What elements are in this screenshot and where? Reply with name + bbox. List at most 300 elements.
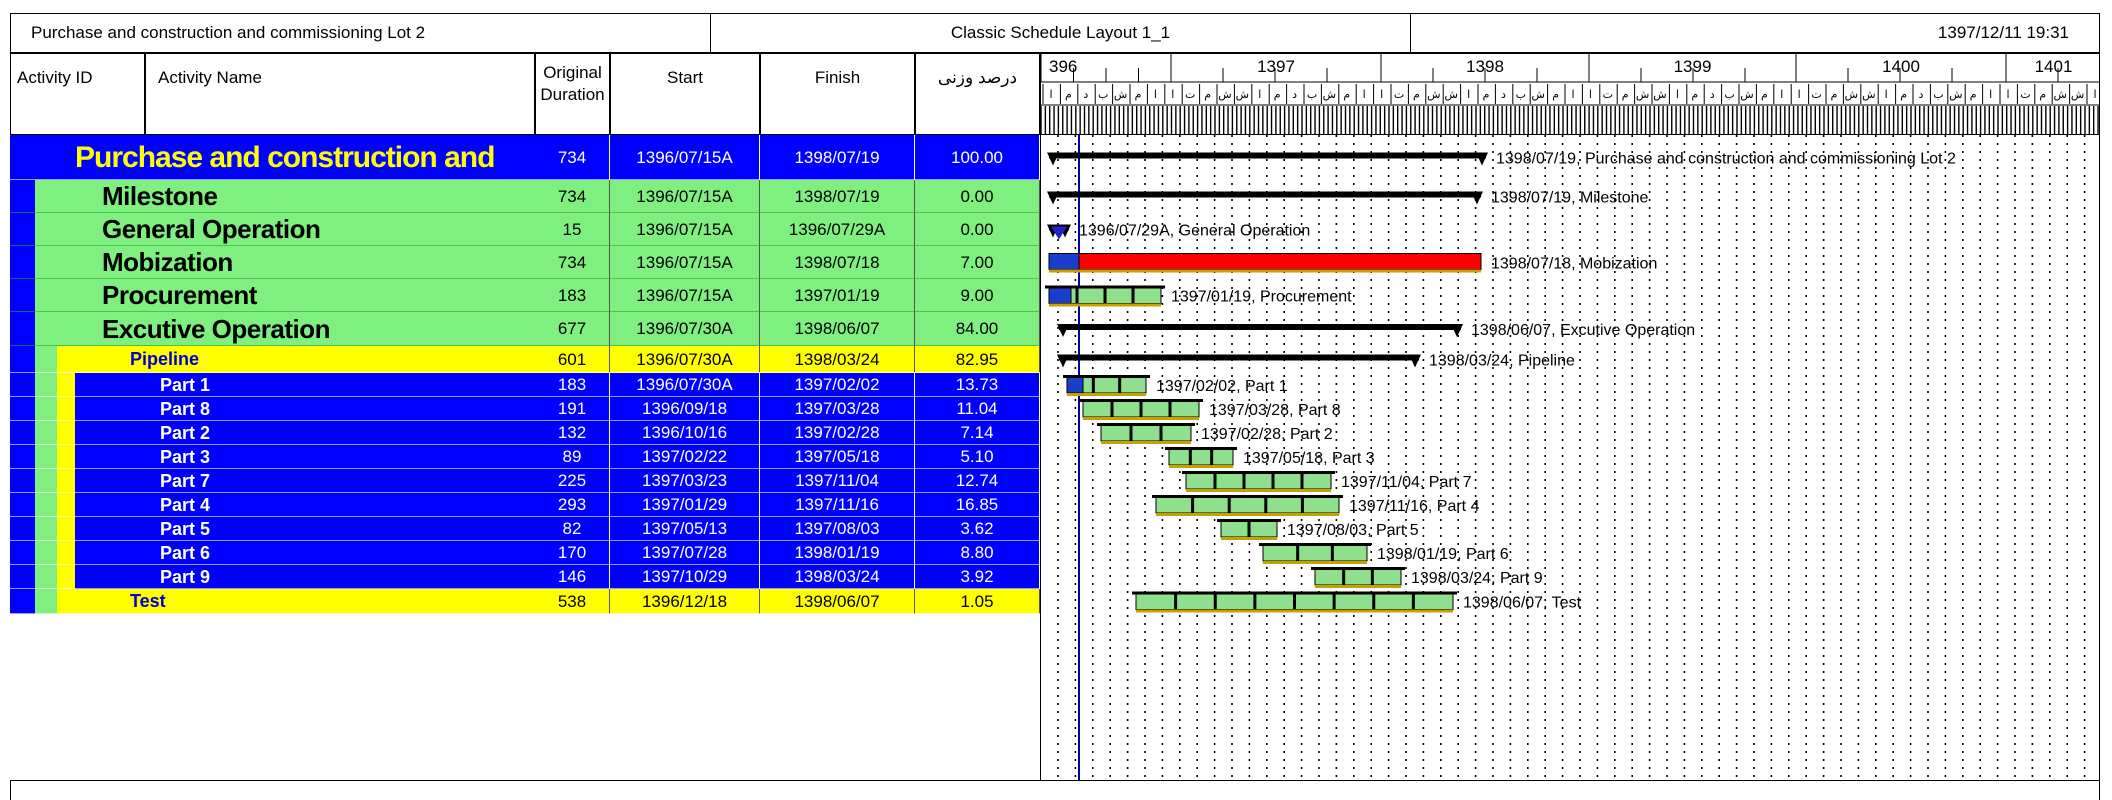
month-label: ب: [1515, 88, 1526, 101]
row-band: [10, 517, 35, 541]
percent-complete-cell[interactable]: 100.00: [915, 135, 1040, 180]
month-label: م: [1552, 88, 1560, 101]
baseline-bar: [1263, 561, 1367, 564]
bar-label: 1397/11/04, Part 7: [1341, 474, 1472, 491]
month-label: ش: [1653, 88, 1667, 101]
footer-left-border: [10, 780, 11, 800]
duration-cell[interactable]: 734: [535, 135, 610, 180]
month-label: م: [1691, 88, 1699, 101]
row-band: [57, 517, 75, 541]
percent-complete-cell[interactable]: 13.73: [915, 373, 1040, 397]
month-label: ش: [1862, 88, 1876, 101]
duration-cell[interactable]: 183: [535, 279, 610, 312]
month-label: م: [1621, 88, 1629, 101]
table-row[interactable]: [10, 421, 1040, 445]
month-label: ش: [2053, 88, 2067, 101]
gantt-bar[interactable]: [1259, 543, 1509, 564]
duration-cell[interactable]: 191: [535, 397, 610, 421]
duration-cell[interactable]: 601: [535, 346, 610, 373]
month-label: ش: [2070, 88, 2085, 101]
month-label: ش: [1635, 88, 1650, 101]
duration-cell[interactable]: 82: [535, 517, 610, 541]
start-date-cell[interactable]: 1397/01/29: [610, 493, 760, 517]
gantt-bar[interactable]: [1132, 592, 1582, 613]
finish-date-cell[interactable]: 1396/07/29A: [760, 213, 915, 246]
percent-complete-cell[interactable]: 1.05: [915, 589, 1040, 614]
bar-label: 1398/07/19, Purchase and construction and commissioning Lot 2: [1496, 150, 1956, 168]
month-label: م: [1760, 88, 1768, 101]
row-band: [35, 469, 57, 493]
finish-date-cell[interactable]: 1398/03/24: [760, 346, 915, 373]
row-band: [10, 445, 35, 469]
start-date-cell[interactable]: 1396/10/16: [610, 421, 760, 445]
table-row[interactable]: [10, 279, 1040, 312]
start-date-cell[interactable]: 1396/07/15A: [610, 279, 760, 312]
month-label: د: [1709, 88, 1715, 101]
month-label: ش: [1113, 88, 1128, 101]
row-band: [57, 469, 75, 493]
activity-bar: [1263, 545, 1367, 561]
finish-date-cell[interactable]: 1397/05/18: [760, 445, 915, 469]
duration-cell[interactable]: 734: [535, 180, 610, 213]
month-label: ا: [1588, 88, 1592, 101]
month-label: ا: [1780, 88, 1784, 101]
gantt-bar[interactable]: [1311, 567, 1543, 588]
month-label: ا: [1989, 88, 1993, 101]
row-band: [57, 541, 75, 565]
row-band: [10, 421, 35, 445]
gantt-bar[interactable]: [1217, 519, 1419, 540]
month-label: د: [1083, 88, 1089, 101]
title-bar: [10, 13, 2100, 53]
bar-cap: [1152, 495, 1343, 498]
row-band: [10, 346, 35, 373]
bar-label: 1396/07/29A, General Operation: [1079, 222, 1311, 240]
gantt-canvas: [1041, 135, 2100, 780]
table-row[interactable]: [10, 213, 1040, 246]
finish-date-cell[interactable]: 1398/07/19: [760, 135, 915, 180]
bar-end-marker: [1476, 153, 1488, 166]
month-label: م: [1064, 88, 1072, 101]
start-date-cell[interactable]: 1396/07/15A: [610, 246, 760, 279]
year-label: 1401: [2034, 57, 2073, 76]
percent-complete-cell[interactable]: 3.62: [915, 517, 1040, 541]
year-label: 1399: [1673, 57, 1712, 76]
print-datetime: 1397/12/11 19:31: [1937, 23, 2069, 42]
start-date-cell[interactable]: 1396/09/18: [610, 397, 760, 421]
month-label: م: [1273, 88, 1281, 101]
month-label: ش: [1444, 88, 1458, 101]
month-label: ا: [1258, 88, 1262, 101]
month-label: م: [1412, 88, 1420, 101]
finish-date-cell[interactable]: 1397/02/28: [760, 421, 915, 445]
table-row[interactable]: [10, 346, 1040, 373]
gantt-bar[interactable]: [1049, 254, 1657, 273]
month-label: ش: [1218, 88, 1232, 101]
row-band: [10, 246, 35, 279]
duration-cell[interactable]: 677: [535, 312, 610, 346]
year-label: 1398: [1466, 57, 1504, 76]
month-label: ا: [1380, 88, 1384, 101]
column-header-original-duration[interactable]: Original Duration: [535, 53, 610, 135]
start-date-cell[interactable]: 1396/07/30A: [610, 373, 760, 397]
table-row[interactable]: [10, 180, 1040, 213]
baseline-bar: [1315, 585, 1401, 588]
bar-label: 1398/01/19, Part 6: [1377, 546, 1509, 563]
month-label: ش: [1322, 88, 1337, 101]
column-header-activity-id[interactable]: Activity ID: [10, 53, 145, 135]
percent-complete-cell[interactable]: 7.14: [915, 421, 1040, 445]
bar-cap: [1132, 592, 1457, 595]
gantt-bar[interactable]: [1057, 353, 1575, 370]
gantt-bar[interactable]: [1047, 190, 1649, 207]
activity-bar: [1169, 449, 1233, 465]
duration-cell[interactable]: 734: [535, 246, 610, 279]
activity-name: Purchase and construction and: [75, 140, 495, 174]
finish-date-cell[interactable]: 1397/08/03: [760, 517, 915, 541]
bar-label: 1398/06/07, Test: [1463, 594, 1582, 612]
finish-date-cell[interactable]: 1397/01/19: [760, 279, 915, 312]
table-row[interactable]: [10, 246, 1040, 279]
row-band: [10, 541, 35, 565]
row-band: [35, 373, 57, 397]
month-label: ا: [2006, 88, 2010, 101]
month-label: م: [1204, 88, 1212, 101]
bar-label: 1398/03/24, Pipeline: [1429, 352, 1575, 370]
month-label: ا: [1797, 88, 1801, 101]
row-band: [10, 180, 35, 213]
activity-name: Procurement: [102, 280, 257, 310]
table-row[interactable]: [10, 373, 1040, 397]
bar-cap: [1045, 286, 1165, 289]
start-date-cell[interactable]: 1396/07/30A: [610, 312, 760, 346]
month-label: د: [1500, 88, 1506, 101]
baseline-bar: [1156, 513, 1339, 516]
duration-cell[interactable]: 170: [535, 541, 610, 565]
activity-name: General Operation: [102, 214, 321, 244]
gantt-bar[interactable]: [1152, 495, 1480, 516]
start-date-cell[interactable]: 1396/07/15A: [610, 213, 760, 246]
start-date-cell[interactable]: 1397/10/29: [610, 565, 760, 589]
row-band: [57, 445, 75, 469]
progress-bar: [1049, 254, 1079, 270]
year-label: 1397: [1257, 57, 1295, 76]
month-label: د: [1292, 88, 1298, 101]
baseline-bar: [1169, 465, 1233, 468]
month-label: ت: [1602, 88, 1613, 101]
bar-label: 1397/02/02, Part 1: [1156, 378, 1288, 395]
row-band: [57, 493, 75, 517]
bar-start-marker: [1057, 355, 1069, 368]
progress-bar: [1067, 377, 1083, 393]
month-label: ا: [1362, 88, 1366, 101]
start-date-cell[interactable]: 1397/07/28: [610, 541, 760, 565]
duration-cell[interactable]: 225: [535, 469, 610, 493]
start-date-cell[interactable]: 1396/07/15A: [610, 180, 760, 213]
month-label: ش: [1949, 88, 1963, 101]
month-label: م: [1134, 88, 1142, 101]
baseline-bar: [1221, 537, 1277, 540]
activity-name: Part 3: [160, 446, 211, 467]
finish-date-cell[interactable]: 1397/02/02: [760, 373, 915, 397]
summary-bar: [1059, 324, 1461, 330]
row-band: [57, 397, 75, 421]
finish-date-cell[interactable]: 1397/11/16: [760, 493, 915, 517]
gantt-bar[interactable]: [1047, 151, 1956, 168]
baseline-bar: [1067, 393, 1146, 396]
bar-start-marker: [1057, 324, 1069, 337]
month-label: ش: [1740, 88, 1754, 101]
bar-end-marker: [1471, 192, 1483, 205]
table-row[interactable]: [10, 135, 1040, 180]
timeline-scale: [1041, 54, 2100, 135]
baseline-bar: [1136, 610, 1453, 613]
project-title: Purchase and construction and commissioning Lot 2: [11, 14, 711, 52]
bar-cap: [1217, 519, 1281, 522]
baseline-bar: [1186, 489, 1331, 492]
timeline-header: [1040, 53, 2100, 135]
percent-complete-cell[interactable]: 5.10: [915, 445, 1040, 469]
bar-label: 1397/05/18, Part 3: [1243, 450, 1375, 467]
month-label: م: [1969, 88, 1977, 101]
month-label: ش: [1235, 88, 1250, 101]
finish-date-cell[interactable]: 1397/03/28: [760, 397, 915, 421]
row-band: [10, 397, 35, 421]
finish-date-cell[interactable]: 1398/06/07: [760, 589, 915, 614]
table-row[interactable]: [10, 397, 1040, 421]
baseline-bar: [1101, 441, 1191, 444]
bar-label: 1397/02/28, Part 2: [1201, 426, 1333, 443]
month-label: ا: [1153, 88, 1157, 101]
gantt-bar[interactable]: [1079, 399, 1341, 420]
percent-complete-cell[interactable]: 8.80: [915, 541, 1040, 565]
row-band: [35, 493, 57, 517]
table-row[interactable]: [10, 493, 1040, 517]
duration-cell[interactable]: 132: [535, 421, 610, 445]
table-row[interactable]: [10, 541, 1040, 565]
month-label: ش: [1531, 88, 1545, 101]
row-band: [10, 589, 35, 614]
row-band: [10, 493, 35, 517]
row-band: [10, 312, 35, 346]
month-label: م: [1482, 88, 1490, 101]
progress-bar: [1049, 288, 1071, 304]
bar-cap: [1063, 375, 1150, 378]
start-date-cell[interactable]: 1397/05/13: [610, 517, 760, 541]
duration-cell[interactable]: 293: [535, 493, 610, 517]
row-band: [57, 421, 75, 445]
activity-name: Part 6: [160, 542, 211, 563]
bar-cap: [1182, 471, 1335, 474]
percent-complete-cell[interactable]: 82.95: [915, 346, 1040, 373]
baseline-bar: [1049, 304, 1161, 307]
activity-name: Part 9: [160, 566, 211, 587]
year-label: 1400: [1882, 57, 1920, 76]
summary-bar: [1059, 355, 1419, 361]
start-date-cell[interactable]: 1396/07/15A: [610, 135, 760, 180]
duration-cell[interactable]: 183: [535, 373, 610, 397]
row-band: [35, 445, 57, 469]
month-label: م: [1900, 88, 1908, 101]
percent-complete-cell[interactable]: 9.00: [915, 279, 1040, 312]
row-band: [10, 213, 35, 246]
activity-bar: [1186, 473, 1331, 489]
baseline-bar: [1083, 417, 1199, 420]
month-label: ت: [1393, 88, 1405, 101]
finish-date-cell[interactable]: 1398/03/24: [760, 565, 915, 589]
table-row[interactable]: [10, 445, 1040, 469]
row-band: [10, 373, 35, 397]
column-header-percent[interactable]: درصد وزنی: [915, 53, 1040, 135]
percent-complete-cell[interactable]: 16.85: [915, 493, 1040, 517]
percent-complete-cell[interactable]: 7.00: [915, 246, 1040, 279]
gantt-bar[interactable]: [1182, 471, 1472, 492]
start-date-cell[interactable]: 1397/02/22: [610, 445, 760, 469]
row-band: [35, 421, 57, 445]
duration-cell[interactable]: 89: [535, 445, 610, 469]
finish-date-cell[interactable]: 1397/11/04: [760, 469, 915, 493]
row-divider: [10, 613, 1040, 614]
activity-name: Part 2: [160, 422, 211, 443]
bar-label: 1398/06/07, Excutive Operation: [1471, 322, 1696, 339]
month-label: م: [1830, 88, 1838, 101]
summary-bar: [1049, 192, 1481, 198]
activity-name: Part 4: [160, 494, 211, 515]
row-band: [35, 517, 57, 541]
row-band: [57, 373, 75, 397]
percent-complete-cell[interactable]: 84.00: [915, 312, 1040, 346]
activity-name: Part 8: [160, 398, 211, 419]
bar-cap: [1311, 567, 1405, 570]
layout-name[interactable]: Classic Schedule Layout 1_1: [711, 14, 1411, 52]
finish-date-cell[interactable]: 1398/06/07: [760, 312, 915, 346]
row-band: [35, 589, 57, 614]
month-label: ا: [1467, 88, 1471, 101]
row-band: [35, 346, 57, 373]
bar-end-marker: [1451, 324, 1463, 337]
month-label: م: [2039, 88, 2047, 101]
month-label: ب: [1098, 88, 1109, 101]
gantt-bar[interactable]: [1045, 286, 1352, 307]
month-label: ت: [1811, 88, 1822, 101]
bar-cap: [1165, 447, 1237, 450]
duration-cell[interactable]: 538: [535, 589, 610, 614]
table-row[interactable]: [10, 517, 1040, 541]
table-row[interactable]: [10, 312, 1040, 346]
month-label: ب: [1933, 88, 1944, 101]
month-label: ا: [2093, 88, 2097, 101]
table-row[interactable]: [10, 565, 1040, 589]
bar-end-marker: [1409, 355, 1421, 368]
year-label: 396: [1049, 57, 1078, 76]
baseline-bar: [1049, 270, 1481, 273]
bar-cap: [1097, 423, 1195, 426]
gantt-bar[interactable]: [1165, 447, 1375, 468]
duration-cell[interactable]: 15: [535, 213, 610, 246]
bar-label: 1397/01/19, Procurement: [1171, 288, 1352, 306]
percent-complete-cell[interactable]: 11.04: [915, 397, 1040, 421]
activity-name: Pipeline: [130, 349, 200, 369]
activity-name: Test: [130, 591, 166, 611]
column-header-finish[interactable]: Finish: [760, 53, 915, 135]
bottom-border: [10, 780, 2100, 781]
bar-label: 1397/08/03, Part 5: [1287, 522, 1419, 539]
start-date-cell[interactable]: 1396/07/30A: [610, 346, 760, 373]
row-band: [35, 541, 57, 565]
bar-label: 1398/07/19, Milestone: [1491, 189, 1649, 207]
activity-bar: [1156, 497, 1339, 513]
month-label: ا: [1571, 88, 1575, 101]
month-label: ب: [1306, 88, 1318, 101]
month-label: د: [1918, 88, 1924, 101]
month-label: ب: [1724, 88, 1735, 101]
percent-complete-cell[interactable]: 0.00: [915, 213, 1040, 246]
month-label: ت: [2020, 88, 2031, 101]
month-label: ت: [1185, 88, 1196, 101]
activity-name: Part 5: [160, 518, 211, 539]
month-label: ا: [1884, 88, 1888, 101]
row-band: [57, 565, 75, 589]
start-date-cell[interactable]: 1396/12/18: [610, 589, 760, 614]
month-label: ش: [1427, 88, 1441, 101]
finish-date-cell[interactable]: 1398/07/18: [760, 246, 915, 279]
bar-cap: [1079, 399, 1203, 402]
bar-label: 1398/03/24, Part 9: [1411, 570, 1543, 587]
column-header-start[interactable]: Start: [610, 53, 760, 135]
month-label: م: [1343, 88, 1351, 101]
month-label: ا: [1049, 88, 1053, 101]
bar-label: 1397/11/16, Part 4: [1349, 498, 1480, 515]
start-date-cell[interactable]: 1397/03/23: [610, 469, 760, 493]
bar-cap: [1259, 543, 1371, 546]
month-label: ا: [1171, 88, 1175, 101]
gantt-bar[interactable]: [1097, 423, 1333, 444]
activity-bar: [1315, 569, 1401, 585]
table-row[interactable]: [10, 469, 1040, 493]
bar-label: 1398/07/18, Mobization: [1491, 255, 1658, 273]
bar-start-marker: [1047, 153, 1059, 166]
row-band: [10, 469, 35, 493]
activity-name: Excutive Operation: [102, 313, 330, 344]
activity-bar: [1049, 254, 1481, 270]
activity-name: Part 1: [160, 374, 211, 395]
gantt-bar[interactable]: [1047, 223, 1310, 240]
percent-complete-cell[interactable]: 3.92: [915, 565, 1040, 589]
month-label: ش: [1844, 88, 1859, 101]
bar-label: 1397/03/28, Part 8: [1209, 402, 1341, 419]
duration-cell[interactable]: 146: [535, 565, 610, 589]
gantt-chart: [1040, 135, 2100, 780]
row-band: [35, 565, 57, 589]
gantt-bar[interactable]: [1063, 375, 1288, 396]
table-row[interactable]: [10, 589, 1040, 614]
row-band: [10, 565, 35, 589]
finish-date-cell[interactable]: 1398/07/19: [760, 180, 915, 213]
bar-start-marker: [1047, 192, 1059, 205]
month-label: ا: [1675, 88, 1679, 101]
gantt-bar[interactable]: [1057, 322, 1695, 339]
activity-name: Mobization: [102, 247, 233, 277]
footer-right-border: [2099, 780, 2100, 800]
finish-date-cell[interactable]: 1398/01/19: [760, 541, 915, 565]
activity-bar: [1101, 425, 1191, 441]
activity-name: Part 7: [160, 470, 211, 491]
row-band: [35, 397, 57, 421]
percent-complete-cell[interactable]: 12.74: [915, 469, 1040, 493]
summary-bar: [1049, 153, 1486, 159]
percent-complete-cell[interactable]: 0.00: [915, 180, 1040, 213]
column-header-activity-name[interactable]: Activity Name: [145, 53, 535, 135]
